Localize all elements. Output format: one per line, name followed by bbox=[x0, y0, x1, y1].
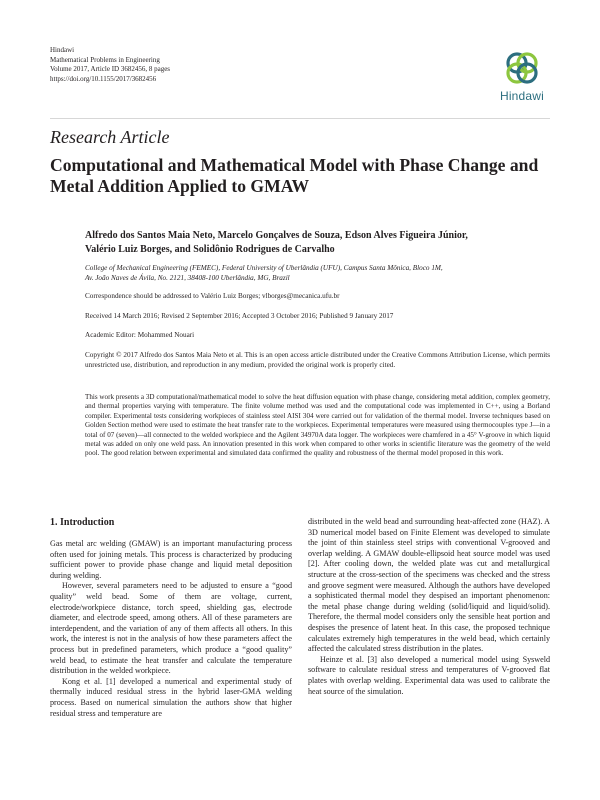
doi-link[interactable]: https://doi.org/10.1155/2017/3682456 bbox=[50, 74, 157, 83]
author-list bbox=[85, 229, 550, 256]
paragraph: Kong et al. [1] developed a numerical and experimental study of thermally induced residual stress in the hybrid laser-GMA welding process. Based on numerical simulation the authors show that higher residual stress and temperature are bbox=[50, 676, 292, 718]
section-heading: 1. Introduction bbox=[50, 517, 115, 528]
paragraph: distributed in the weld bead and surrounding heat-affected zone (HAZ). A 3D numerical model based on Finite Element was developed to simulate the joint of thin stainless steel strips with conventional V-grooved and overlap welding. A GMAW double-ellipsoid heat source model was used [2]. After cooling down, the welded plate was cut and metallurgical structure at the cross-section of the specimens was checked and the stress and groove segment were measured. Although the authors have developed a sophisticated thermal model they despised an important phenomenon: the metal phase change during welding (solid/liquid and liquid/solid). Therefore, the thermal model considers only the sensible heat portion and despises the presence of latent heat. In this case, the proposed technique calculates extremely high temperatures in the weld bead, which certainly affected the calculated stress distribution in the plates. bbox=[308, 517, 550, 654]
publisher-name: Hindawi bbox=[50, 46, 75, 54]
affiliation-line-1: College of Mechanical Engineering (FEMEC), Federal University of Uberlândia (UFU), Campus Santa Mônica, Bloco 1M, bbox=[85, 264, 443, 272]
author-line-1: Alfredo dos Santos Maia Neto, Marcelo Gonçalves de Souza, Edson Alves Figueira Júnior, bbox=[85, 230, 468, 241]
academic-editor: Academic Editor: Mohammed Nouari bbox=[85, 331, 195, 339]
paragraph: Heinze et al. [3] also developed a numerical model using Sysweld software to calculate residual stress and temperatures of V-grooved flat plates with overlap welding. Experimental data was used to calibrate the heat source of the simulation. bbox=[308, 654, 550, 696]
paper-title: Computational and Mathematical Model with Phase Change and Metal Addition Applied to GMAW bbox=[50, 155, 539, 196]
correspondence: Correspondence should be addressed to Valério Luiz Borges; vlborges@mecanica.ufu.br bbox=[85, 292, 340, 300]
right-column bbox=[308, 517, 550, 697]
journal-name: Mathematical Problems in Engineering bbox=[50, 55, 160, 64]
publication-dates: Received 14 March 2016; Revised 2 September 2016; Accepted 3 October 2016; Published 9 January 2017 bbox=[85, 312, 394, 320]
paragraph: However, several parameters need to be adjusted to ensure a “good quality” weld bead. Some of them are voltage, current, electrode/workpiece distance, torch speed, shielding gas, electrode diameter, and electrode speed, among others. All of these parameters are interdependent, and the variation of any of them affects all others. In this work, the interest is not in the analysis of how these parameters affect the process but in predefined parameters, which produce a “good quality” weld bead, to estimate the heat transfer and calculate the temperature distribution in the welded workpiece. bbox=[50, 581, 292, 676]
affiliation bbox=[85, 263, 550, 283]
logo-text: Hindawi bbox=[499, 89, 545, 103]
header-divider bbox=[50, 118, 550, 119]
abstract: This work presents a 3D computational/mathematical model to solve the heat diffusion equation with phase change, considering metal addition, complex geometry, and thermal properties varying with temperature. The finite volume method was used and the computational code was implemented in C++, using a Borland compiler. Experimental tests considering workpieces of stainless steel AISI 304 were carried out for validation of the thermal model. Inverse techniques based on Golden Section method were used to estimate the heat transfer rate to the workpieces. Experimental temperatures were measured using thermocouples type J—in a total of 07 (seven)—all connected to the welded workpiece and the Agilent 34970A data logger. The workpieces were chamfered in a 45° V-groove in which liquid metal was added on only one weld pass. An innovation presented in this work when compared to other works in scientific literature was the geometry of the weld pool. The good relation between experimental and simulated data confirmed the quality and robustness of the thermal model proposed in this work. bbox=[85, 393, 550, 458]
article-type: Research Article bbox=[50, 127, 170, 147]
journal-header bbox=[50, 46, 350, 84]
author-line-2: Valério Luiz Borges, and Solidônio Rodrigues de Carvalho bbox=[85, 243, 335, 255]
hindawi-rings-logo-icon bbox=[502, 48, 542, 88]
hindawi-logo[interactable] bbox=[494, 48, 550, 108]
affiliation-line-2: Av. João Naves de Ávila, No. 2121, 38408-100 Uberlândia, MG, Brazil bbox=[85, 274, 290, 282]
left-column bbox=[50, 517, 292, 719]
copyright-notice: Copyright © 2017 Alfredo dos Santos Maia Neto et al. This is an open access article distributed under the Creative Commons Attribution License, which permits unrestricted use, distribution, and reproduction in any medium, provided the original work is properly cited. bbox=[85, 351, 550, 369]
volume-line: Volume 2017, Article ID 3682456, 8 pages bbox=[50, 65, 171, 73]
paragraph: Gas metal arc welding (GMAW) is an important manufacturing process often used for joining metals. This process is characterized by producing sufficient power to provide phase change and liquid metal deposition during welding. bbox=[50, 539, 292, 580]
